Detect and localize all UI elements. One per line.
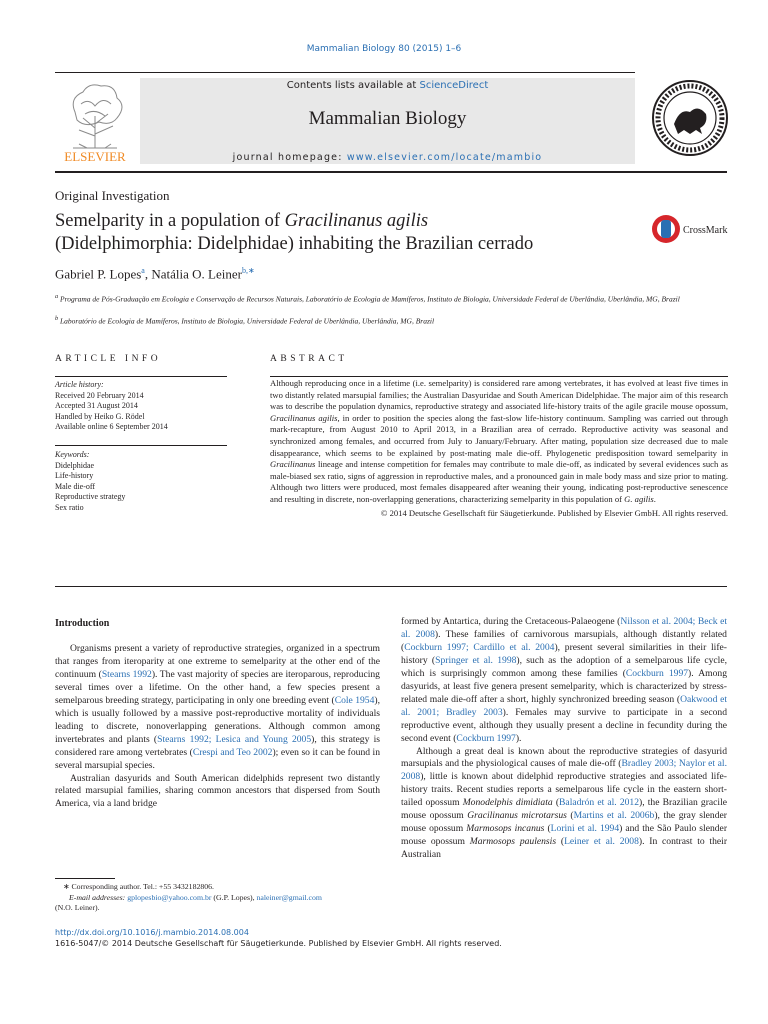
contents-prefix: Contents lists available at — [286, 80, 420, 91]
journal-homepage — [140, 152, 635, 163]
footnote-rule — [55, 878, 115, 879]
homepage-link[interactable]: www.elsevier.com/locate/mambio — [346, 152, 543, 163]
citation-link[interactable]: Bradley 2003; Naylor et al. 2008 — [401, 758, 727, 783]
citation-link[interactable]: Leiner et al. 2008 — [564, 836, 639, 848]
citation-link[interactable]: Baladrón et al. 2012 — [559, 797, 640, 809]
corresponding-author-note: ∗ Corresponding author. Tel.: +55 3432182806. — [63, 882, 215, 891]
affiliation-text: Programa de Pós-Graduação em Ecologia e Conservação de Recursos Naturais, Laboratório de Ecologia de Mamíferos, Instituto de Biologia, Universidade Federal de Uberlândia, Uberlândia, MG, Brazil — [60, 294, 680, 304]
crossmark-label: CrossMark — [683, 225, 728, 236]
keywords — [55, 450, 227, 513]
citation-link[interactable]: Crespi and Teo 2002 — [192, 746, 273, 758]
citation-link[interactable]: Martins et al. 2006b — [573, 810, 655, 822]
journal-citation[interactable]: Mammalian Biology 80 (2015) 1–6 — [306, 44, 462, 54]
abstract-copyright: © 2014 Deutsche Gesellschaft für Säugetierkunde. Published by Elsevier GmbH. All rights reserved. — [380, 507, 728, 518]
body-column-right — [401, 616, 727, 862]
citation-link[interactable]: Cockburn 1997 — [625, 667, 689, 679]
abstract-heading: ABSTRACT — [270, 354, 348, 364]
contents-line — [140, 80, 635, 91]
history-item: Received 20 February 2014 — [55, 390, 144, 400]
author-name: Natália O. Leiner — [151, 266, 242, 282]
sciencedirect-link[interactable]: ScienceDirect — [419, 80, 489, 91]
abstract-body — [270, 378, 728, 519]
affiliation-b — [55, 313, 685, 327]
doi-link[interactable]: http://dx.doi.org/10.1016/j.mambio.2014.08.004 — [55, 928, 249, 937]
keyword: Life-history — [55, 471, 94, 480]
affiliation-sup: b — [55, 315, 59, 322]
article-info-heading: ARTICLE INFO — [55, 354, 162, 364]
abstract-bottom-rule — [55, 586, 727, 587]
homepage-prefix: journal homepage: — [232, 152, 347, 163]
header-bottom-rule — [55, 171, 727, 173]
title-part2: (Didelphimorphia: Didelphidae) inhabiting the Brazilian cerrado — [55, 234, 534, 254]
affiliation-a — [55, 291, 685, 305]
paragraph: Although a great deal is known about the reproductive strategies of dasyurid marsupials and the physiological causes of male die-off (Bradley 2003; Naylor et al. 2008), little is known about didelphid reproductive strategies and associated life-history traits. Recent studies reports a semelparous life cycle in the eastern short-tailed opossum Monodelphis dimidiata (Baladrón et al. 2012), the Brazilian gracile mouse opossum Gracilinanus microtarsus (Martins et al. 2006b), the gray slender mouse opossum Marmosops incanus (Lorini et al. 1994) and the São Paulo slender mouse opossum Marmosops paulensis (Leiner et al. 2008). In contrast to their Australian — [401, 745, 728, 861]
affiliation-marker[interactable]: a — [141, 266, 145, 275]
info-divider — [55, 445, 227, 446]
author-list: Gabriel P. Lopes$^a$, Natália O. Leiner$^{b,∗}$ — [55, 266, 255, 282]
affiliation-sup: a — [55, 293, 59, 300]
history-item: Handled by Heiko G. Rödel — [55, 411, 145, 421]
citation-link[interactable]: Cole 1954 — [334, 694, 375, 706]
citation-link[interactable]: Stearns 1992 — [101, 668, 152, 680]
citation-link[interactable]: Oakwood et al. 2001; Bradley 2003 — [401, 693, 728, 718]
society-seal-logo — [650, 78, 730, 158]
affiliation-marker[interactable]: b,∗ — [241, 266, 255, 275]
title-species: Gracilinanus agilis — [284, 211, 429, 231]
article-history — [55, 380, 227, 433]
header-rule — [55, 72, 635, 73]
citation-link[interactable]: Lorini et al. 1994 — [550, 823, 620, 835]
info-rule — [55, 376, 227, 377]
article-title — [55, 210, 635, 256]
affiliation-text: Laboratório de Ecologia de Mamíferos, Instituto de Biologia, Universidade Federal de Uberlândia, Uberlândia, MG, Brazil — [60, 316, 435, 326]
abstract-text: Although reproducing once in a lifetime (i.e. semelparity) is considered rare among vertebrates, it has evolved at least five times in two distantly related marsupial families; the Australian Dasyuridae and South American Didelphidae. The major aim of this research was to describe the population dynamics, reproductive strategy and associated life-history traits of the agile gracile mouse opossum, Gracilinanus agilis, in order to position the species along the fast-slow life-history continuum. Sampling was carried out through mark-recapture, from August 2010 to April 2013, in a Brazilian area of cerrado. Reproductive activity was seasonal and synchronized among females, and occurred from July to January/February. After mating, population size decreased due to male disappearance, which seems to be explained by post-mating male die-off. Phylogenetic predisposition toward semelparity in Gracilinanus lineage and intense competition for females may contribute to male die-off, as indicated by several evidences such as male-biased sex ratio, signs of aggression in reproductive males, and a pronounced gain in male body mass and size prior to mating. Although two litters were produced, most females disappeared after weaning their young, indicating post-reproductive senescence and resulting in discrete, non-overlapping generations, characterizing semelparity in this population of G. agilis. — [270, 378, 728, 504]
author-name: Gabriel P. Lopes — [55, 266, 142, 282]
keyword: Reproductive strategy — [55, 492, 126, 501]
title-part1: Semelparity in a population of — [55, 211, 285, 231]
keyword: Sex ratio — [55, 502, 84, 512]
history-item: Available online 6 September 2014 — [55, 422, 168, 431]
paragraph: Organisms present a variety of reproductive strategies, organized in a spectrum that ranges from iteroparity at one extreme to semelparity at the other end of the continuum (Stearns 1992). The vast majority of species are iteroparous, reproducing several times over a lifetime. On the other hand, a few species present a semelparous breeding strategy, participating in only one breeding event (Cole 1954), which is usually followed by a massive post-reproductive mortality of individuals leading to discrete, nonoverlapping generations. Although common among invertebrates and plants (Stearns 1992; Lesica and Young 2005), this strategy is considered rare among vertebrates (Crespi and Teo 2002); even so it can be found in several marsupial species. — [55, 643, 381, 771]
citation-link[interactable]: Cockburn 1997 — [456, 732, 516, 744]
citation-link[interactable]: Nilsson et al. 2004; Beck et al. 2008 — [401, 616, 727, 640]
history-item: Accepted 31 August 2014 — [55, 401, 138, 410]
keyword: Didelphidae — [55, 460, 95, 470]
article-type: Original Investigation — [55, 188, 170, 203]
paragraph: Australian dasyurids and South American didelphids represent two distantly related marsupial families, sharing common ancestors that dispersed from South America, via a land bridge — [55, 772, 380, 810]
crossmark-badge[interactable] — [652, 212, 732, 246]
keywords-label: Keywords: — [55, 450, 90, 459]
history-label: Article history: — [55, 380, 104, 389]
issn-copyright: 1616-5047/© 2014 Deutsche Gesellschaft für Säugetierkunde. Published by Elsevier GmbH. All rights reserved. — [55, 939, 502, 948]
email-note-owner: (N.O. Leiner). — [55, 903, 100, 912]
abstract-rule — [270, 376, 728, 377]
journal-title: Mammalian Biology — [308, 108, 467, 129]
email-link[interactable]: naleiner@gmail.com — [256, 892, 322, 902]
keyword: Male die-off — [55, 481, 96, 491]
email-note: E-mail addresses: gplopesbio@yahoo.com.br (G.P. Lopes), naleiner@gmail.com — [69, 892, 322, 902]
elsevier-logo — [55, 78, 135, 164]
footnotes — [55, 882, 385, 914]
citation-link[interactable]: Cockburn 1997; Cardillo et al. 2004 — [404, 641, 555, 653]
email-link[interactable]: gplopesbio@yahoo.com.br — [127, 892, 212, 902]
elsevier-wordmark: ELSEVIER — [64, 149, 126, 164]
section-heading-introduction: Introduction — [55, 618, 110, 629]
citation-link[interactable]: Stearns 1992; Lesica and Young 2005 — [157, 733, 312, 745]
body-column-left — [55, 643, 380, 811]
citation-link[interactable]: Springer et al. 1998 — [435, 654, 517, 666]
paragraph: formed by Antartica, during the Cretaceous-Palaeogene (Nilsson et al. 2004; Beck et al. 2008). These families of carnivorous marsupials, although distantly related (Cockburn 1997; Cardillo et al. 2004), present several similarities in their life-history (Springer et al. 1998), such as the adoption of a semelparous life cycle, which is surprisingly common among these families (Cockburn 1997). Among dasyurids, at least five genera present semelparity, which is characterized by stress-related male die-off after a short, highly synchronized breeding season (Oakwood et al. 2001; Bradley 2003). Females may survive to participate in a second reproductive event, although they usually present a decline in fecundity during the second event (Cockburn 1997). — [401, 616, 728, 744]
